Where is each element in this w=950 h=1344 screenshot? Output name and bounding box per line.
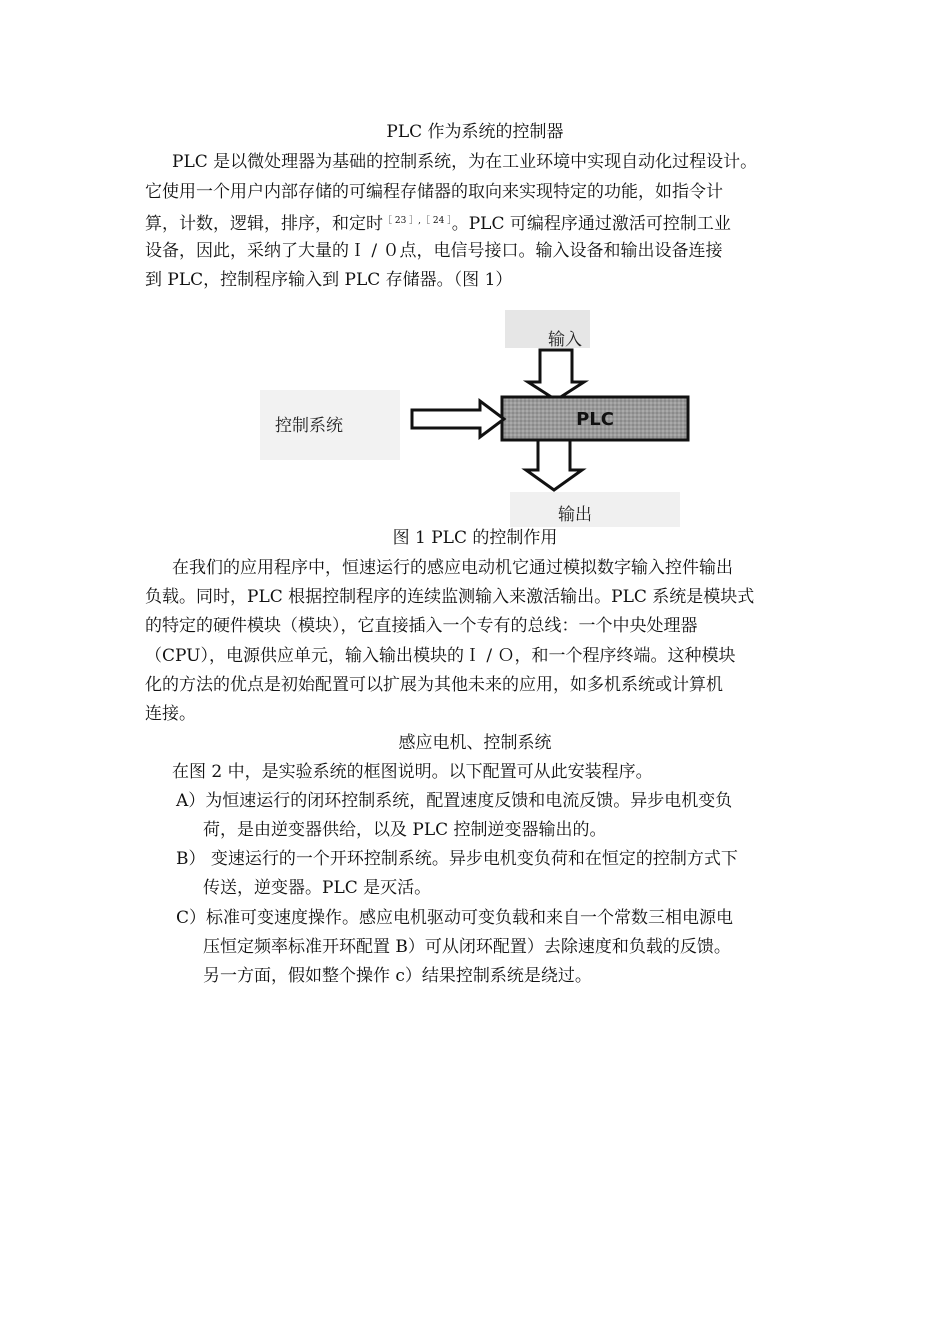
output-arrow xyxy=(526,440,582,490)
paragraph-2-line-4: （CPU），电源供应单元，输入输出模块的Ｉ / Ｏ，和一个程序终端。这种模块 xyxy=(145,646,736,666)
config-c-line-2: 压恒定频率标准开环配置 B）可从闭环配置）去除速度和负载的反馈。 xyxy=(203,937,731,957)
input-arrow xyxy=(528,350,584,400)
section-title-induction-motor: 感应电机、控制系统 xyxy=(398,733,552,753)
config-b-line-2: 传送，逆变器。PLC 是灭活。 xyxy=(203,878,432,898)
config-b-line-1: B） 变速运行的一个开环控制系统。异步电机变负荷和在恒定的控制方式下 xyxy=(176,849,738,869)
paragraph-2-line-2: 负载。同时，PLC 根据控制程序的连续监测输入来激活输出。PLC 系统是模块式 xyxy=(145,587,755,607)
paragraph-1-line-3 xyxy=(145,211,731,234)
paragraph-1-line-4: 设备，因此，采纳了大量的Ｉ / ０点，电信号接口。输入设备和输出设备连接 xyxy=(145,241,723,261)
paragraph-1-line-1: PLC 是以微处理器为基础的控制系统，为在工业环境中实现自动化过程设计。 xyxy=(172,152,758,172)
config-a-line-1: A）为恒速运行的闭环控制系统，配置速度反馈和电流反馈。异步电机变负 xyxy=(176,791,733,811)
paragraph-3-intro: 在图 2 中，是实验系统的框图说明。以下配置可从此安装程序。 xyxy=(172,762,653,782)
paragraph-1-line-3-text-b: 。PLC 可编程序通过激活可控制工业 xyxy=(451,214,731,234)
plc-box-label: PLC xyxy=(576,409,614,430)
paragraph-2-line-5: 化的方法的优点是初始配置可以扩展为其他未来的应用，如多机系统或计算机 xyxy=(145,675,723,695)
figure-1-caption: 图 1 PLC 的控制作用 xyxy=(392,528,558,548)
paragraph-2-line-6: 连接。 xyxy=(145,704,196,724)
paragraph-1-line-3-text-a: 算，计数，逻辑，排序，和定时 xyxy=(145,214,383,234)
config-c-line-3: 另一方面，假如整个操作 c）结果控制系统是绕过。 xyxy=(203,966,592,986)
paragraph-1-line-2: 它使用一个用户内部存储的可编程存储器的取向来实现特定的功能，如指令计 xyxy=(145,182,723,202)
config-c-line-1: C）标准可变速度操作。感应电机驱动可变负载和来自一个常数三相电源电 xyxy=(176,908,734,928)
citation-ref: ［ 23 ］,［ 24 ］ xyxy=(383,216,452,226)
input-label: 输入 xyxy=(548,330,582,350)
paragraph-2-line-3: 的特定的硬件模块（模块），它直接插入一个专有的总线：一个中央处理器 xyxy=(145,616,698,636)
paragraph-1-line-5: 到 PLC，控制程序输入到 PLC 存储器。（图 1） xyxy=(145,270,513,290)
output-label-background xyxy=(510,492,680,527)
output-label: 输出 xyxy=(558,505,592,525)
config-a-line-2: 荷，是由逆变器供给，以及 PLC 控制逆变器输出的。 xyxy=(203,820,607,840)
paragraph-2-line-1: 在我们的应用程序中，恒速运行的感应电动机它通过模拟数字输入控件输出 xyxy=(172,558,733,578)
control-system-label: 控制系统 xyxy=(275,416,343,436)
section-title-plc-controller: PLC 作为系统的控制器 xyxy=(386,122,564,142)
plc-block-diagram xyxy=(240,300,700,530)
control-arrow xyxy=(412,401,504,437)
